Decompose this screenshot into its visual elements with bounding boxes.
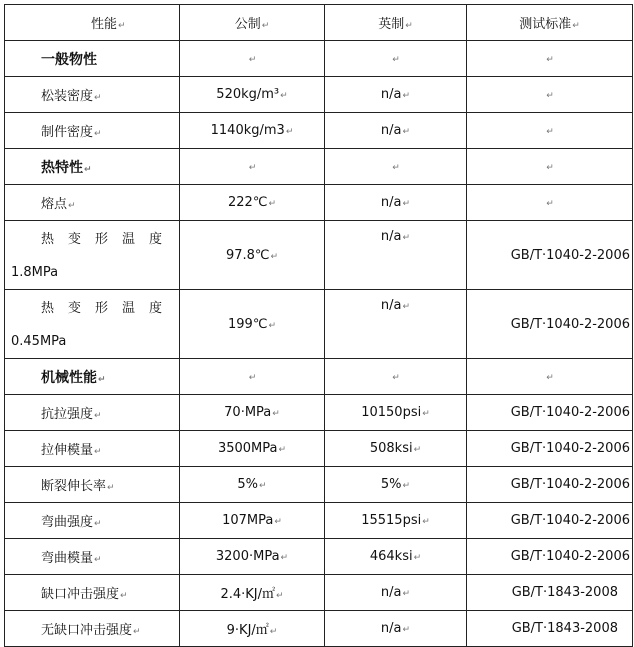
imperial-value: n/a↵	[325, 113, 467, 149]
empty-cell: ↵	[467, 149, 633, 185]
standard-value: GB/T·1843-2008	[467, 611, 633, 647]
metric-value: 222℃↵	[180, 185, 325, 221]
metric-value: 107MPa↵	[180, 503, 325, 539]
standard-value: GB/T·1040-2-2006	[467, 539, 633, 575]
standard-value: GB/T·1040-2-2006	[467, 503, 633, 539]
metric-value: 5%↵	[180, 467, 325, 503]
empty-cell: ↵	[467, 359, 633, 395]
table-row	[5, 77, 633, 113]
metric-value: 9·KJ/㎡↵	[180, 611, 325, 647]
section-row-mechanical	[5, 359, 633, 395]
imperial-value: n/a↵	[325, 185, 467, 221]
standard-value: ↵	[467, 77, 633, 113]
table-row	[5, 185, 633, 221]
empty-cell: ↵	[325, 359, 467, 395]
imperial-value: n/a↵	[325, 290, 467, 359]
standard-value: GB/T·1040-2-2006	[467, 467, 633, 503]
section-row-thermal	[5, 149, 633, 185]
table-row	[5, 539, 633, 575]
imperial-value: 508ksi↵	[325, 431, 467, 467]
section-title: 热特性↵	[5, 149, 180, 185]
property-name: 缺口冲击强度↵	[5, 575, 180, 611]
metric-value: 70·MPa↵	[180, 395, 325, 431]
empty-cell: ↵	[180, 149, 325, 185]
metric-value: 520kg/m³↵	[180, 77, 325, 113]
imperial-value: 5%↵	[325, 467, 467, 503]
property-name-line2: 0.45MPa	[11, 334, 67, 349]
empty-cell: ↵	[325, 149, 467, 185]
metric-value: 97.8℃↵	[180, 221, 325, 290]
property-name-line2: 1.8MPa	[11, 265, 59, 280]
standard-value: GB/T·1040-2-2006	[467, 290, 633, 359]
table-row	[5, 290, 633, 359]
empty-cell: ↵	[325, 41, 467, 77]
imperial-value: n/a↵	[325, 611, 467, 647]
imperial-value: n/a↵	[325, 221, 467, 290]
property-name: 熔点↵	[5, 185, 180, 221]
property-name: 弯曲模量↵	[5, 539, 180, 575]
table-row	[5, 395, 633, 431]
header-metric: 公制↵	[180, 5, 325, 41]
header-standard: 测试标准↵	[467, 5, 633, 41]
section-title: 一般物性	[5, 41, 180, 77]
table-row	[5, 221, 633, 290]
empty-cell: ↵	[180, 41, 325, 77]
metric-value: 3200·MPa↵	[180, 539, 325, 575]
header-property: 性能↵	[5, 5, 180, 41]
metric-value: 3500MPa↵	[180, 431, 325, 467]
property-name: 制件密度↵	[5, 113, 180, 149]
standard-value: GB/T·1040-2-2006	[467, 221, 633, 290]
table-row	[5, 503, 633, 539]
property-name: 无缺口冲击强度↵	[5, 611, 180, 647]
table-row	[5, 431, 633, 467]
imperial-value: n/a↵	[325, 77, 467, 113]
table-row	[5, 575, 633, 611]
metric-value: 2.4·KJ/㎡↵	[180, 575, 325, 611]
metric-value: 1140kg/m3↵	[180, 113, 325, 149]
header-row	[5, 5, 633, 41]
table-row	[5, 611, 633, 647]
empty-cell: ↵	[180, 359, 325, 395]
metric-value: 199℃↵	[180, 290, 325, 359]
imperial-value: 10150psi↵	[325, 395, 467, 431]
property-name	[5, 290, 180, 359]
standard-value: ↵	[467, 113, 633, 149]
table-row	[5, 467, 633, 503]
property-name: 断裂伸长率↵	[5, 467, 180, 503]
imperial-value: 15515psi↵	[325, 503, 467, 539]
standard-value: ↵	[467, 185, 633, 221]
imperial-value: n/a↵	[325, 575, 467, 611]
property-name-line1: 热变形温度	[41, 301, 177, 316]
standard-value: GB/T·1040-2-2006	[467, 431, 633, 467]
table-row	[5, 113, 633, 149]
property-name-line1: 热变形温度	[41, 232, 177, 247]
standard-value: GB/T·1843-2008	[467, 575, 633, 611]
property-name: 弯曲强度↵	[5, 503, 180, 539]
imperial-value: 464ksi↵	[325, 539, 467, 575]
properties-table	[4, 4, 633, 647]
property-name	[5, 221, 180, 290]
empty-cell: ↵	[467, 41, 633, 77]
property-name: 抗拉强度↵	[5, 395, 180, 431]
property-name: 松装密度↵	[5, 77, 180, 113]
section-title: 机械性能↵	[5, 359, 180, 395]
property-name: 拉伸模量↵	[5, 431, 180, 467]
standard-value: GB/T·1040-2-2006	[467, 395, 633, 431]
header-imperial: 英制↵	[325, 5, 467, 41]
section-row-general	[5, 41, 633, 77]
